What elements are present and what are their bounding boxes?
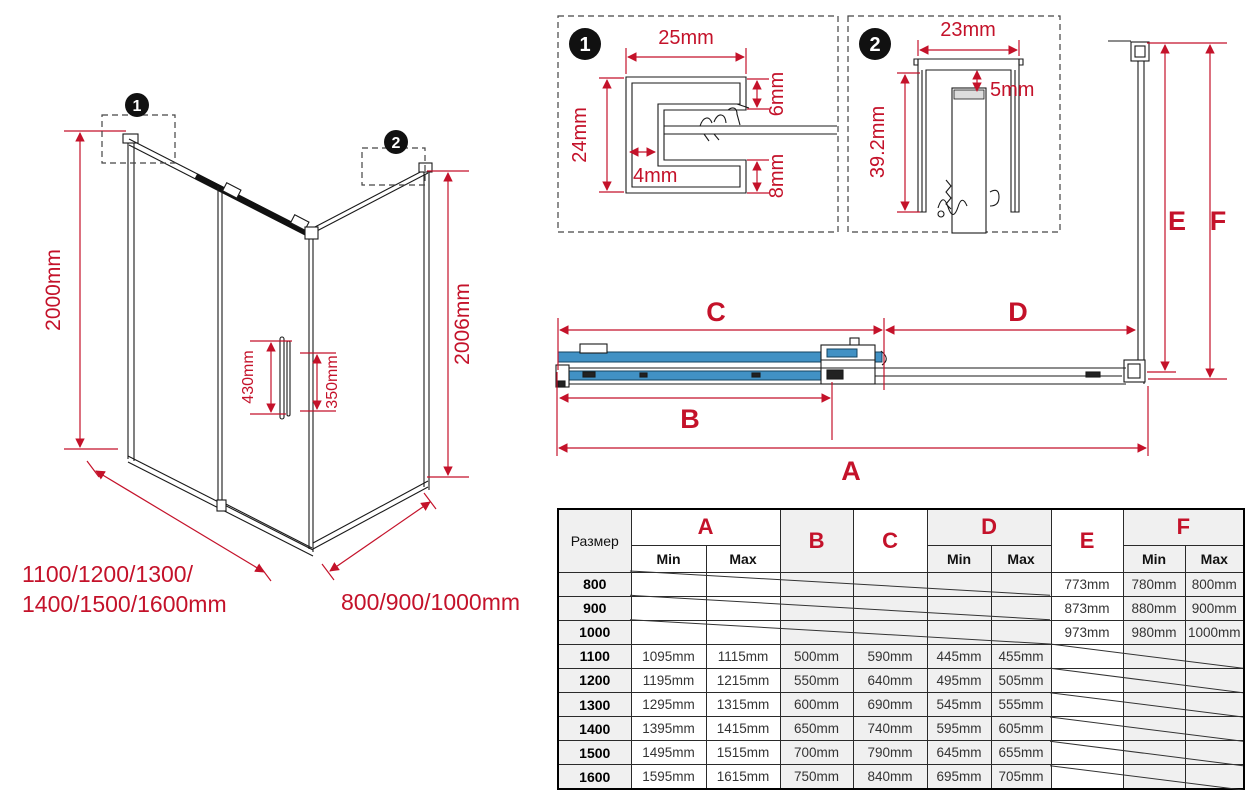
table-cell: 695mm [927,765,991,789]
size-table-grid [557,508,1245,790]
table-header-d-max: Max [991,545,1051,572]
table-header-d-min: Min [927,545,991,572]
table-cell: 740mm [853,717,927,741]
table-header-d: D [927,509,1051,545]
table-cell: 545mm [927,693,991,717]
table-row-label: 1100 [558,644,631,668]
table-row-label: 800 [558,572,631,596]
iso-width-label-line2: 1400/1500/1600mm [22,591,227,617]
table-cell [1051,765,1123,789]
table-cell: 1415mm [706,717,780,741]
detail-1-number: 1 [579,34,591,56]
table-cell [1051,644,1123,668]
detail-2-width-label: 23mm [940,19,996,41]
detail-1-height-label: 24mm [569,107,591,163]
iso-height-left-label: 2000mm [42,249,65,331]
table-cell [1123,644,1185,668]
iso-width-label-line1: 1100/1200/1300/ [22,561,193,587]
dim-b-label: B [680,404,700,434]
table-row [558,596,1244,620]
table-cell: 840mm [853,765,927,789]
table-cell [631,620,706,644]
table-cell: 445mm [927,644,991,668]
iso-dimensions [22,131,520,617]
size-table [557,508,1243,790]
table-cell [1123,717,1185,741]
table-cell [927,596,991,620]
table-cell: 1515mm [706,741,780,765]
table-cell: 600mm [780,693,853,717]
detail-1-top-arm-label: 6mm [766,71,788,117]
iso-depth-label: 800/900/1000mm [341,589,521,615]
table-cell [991,620,1051,644]
table-row-label: 1000 [558,620,631,644]
table-header-f-min: Min [1123,545,1185,572]
table-row [558,572,1244,596]
table-cell: 555mm [991,693,1051,717]
table-cell: 800mm [1185,572,1244,596]
table-cell [1185,693,1244,717]
detail-2-gap-label: 5mm [990,79,1035,101]
table-cell: 1195mm [631,668,706,692]
table-cell: 980mm [1123,620,1185,644]
table-cell: 690mm [853,693,927,717]
table-row [558,717,1244,741]
table-cell [1123,693,1185,717]
table-cell [631,596,706,620]
table-cell [706,620,780,644]
table-cell: 590mm [853,644,927,668]
table-row-label: 1200 [558,668,631,692]
isometric-view [22,93,520,617]
table-cell [780,596,853,620]
table-cell: 1615mm [706,765,780,789]
detail-2-number: 2 [869,34,881,56]
table-cell: 1595mm [631,765,706,789]
table-cell: 500mm [780,644,853,668]
table-cell [780,620,853,644]
table-cell: 655mm [991,741,1051,765]
table-cell: 1495mm [631,741,706,765]
table-row-label: 1600 [558,765,631,789]
table-header-e: E [1051,509,1123,572]
table-row [558,741,1244,765]
detail-2-height-label: 39.2mm [867,105,889,179]
table-row [558,693,1244,717]
table-cell [780,572,853,596]
table-cell: 700mm [780,741,853,765]
detail-1-bottom-arm-label: 8mm [766,153,788,199]
detail-1 [558,16,838,232]
table-cell [1185,765,1244,789]
table-cell [1051,668,1123,692]
table-cell [1185,668,1244,692]
dim-a-label: A [841,456,861,486]
dim-d-label: D [1008,297,1028,327]
table-row [558,765,1244,789]
table-cell: 880mm [1123,596,1185,620]
iso-height-right-label: 2006mm [451,283,474,365]
callout-1-number: 1 [132,98,142,115]
table-cell [631,572,706,596]
table-cell: 1000mm [1185,620,1244,644]
top-view [556,297,1148,486]
dim-e-label: E [1167,206,1187,236]
table-cell: 973mm [1051,620,1123,644]
table-cell: 640mm [853,668,927,692]
table-cell: 873mm [1051,596,1123,620]
table-row [558,644,1244,668]
dim-f-label: F [1209,206,1227,236]
table-cell [1185,717,1244,741]
table-row-label: 1300 [558,693,631,717]
callout-2-number: 2 [391,135,401,152]
table-cell: 750mm [780,765,853,789]
table-cell: 790mm [853,741,927,765]
table-cell [927,620,991,644]
table-cell [1051,693,1123,717]
dim-c-label: C [706,297,726,327]
table-cell: 780mm [1123,572,1185,596]
table-cell: 705mm [991,765,1051,789]
table-cell [1051,717,1123,741]
detail-2 [848,16,1060,233]
table-header-c: C [853,509,927,572]
table-cell [853,596,927,620]
table-header-f: F [1123,509,1244,545]
table-cell: 605mm [991,717,1051,741]
table-cell [1123,741,1185,765]
table-cell: 1315mm [706,693,780,717]
table-cell [706,572,780,596]
wall-profile-elevation [1108,41,1227,384]
table-cell: 645mm [927,741,991,765]
table-cell: 650mm [780,717,853,741]
table-cell [1123,765,1185,789]
table-header-a-min: Min [631,545,706,572]
table-row [558,668,1244,692]
callout-1 [102,93,175,163]
table-row-label: 1500 [558,741,631,765]
table-cell [1051,741,1123,765]
table-row [558,620,1244,644]
handle-length-label: 430mm [240,350,257,404]
table-cell: 505mm [991,668,1051,692]
table-cell: 550mm [780,668,853,692]
table-cell [991,596,1051,620]
table-cell: 495mm [927,668,991,692]
handle-spacing-label: 350mm [324,355,341,409]
detail-1-inner-label: 4mm [633,165,678,187]
table-cell [991,572,1051,596]
table-cell: 595mm [927,717,991,741]
table-cell: 1295mm [631,693,706,717]
table-cell: 1115mm [706,644,780,668]
detail-1-width-label: 25mm [658,27,714,49]
table-header-f-max: Max [1185,545,1244,572]
table-cell: 1095mm [631,644,706,668]
table-row-label: 900 [558,596,631,620]
callout-2 [362,130,425,185]
table-header-size: Размер [558,509,631,572]
table-cell: 773mm [1051,572,1123,596]
table-row-label: 1400 [558,717,631,741]
table-cell [853,572,927,596]
table-header-b: B [780,509,853,572]
table-cell: 900mm [1185,596,1244,620]
table-cell: 455mm [991,644,1051,668]
table-cell: 1395mm [631,717,706,741]
table-cell [1185,644,1244,668]
table-header-a-max: Max [706,545,780,572]
table-cell [927,572,991,596]
table-cell [1123,668,1185,692]
table-cell [1185,741,1244,765]
table-cell [706,596,780,620]
table-cell [853,620,927,644]
table-cell: 1215mm [706,668,780,692]
table-header-a: A [631,509,780,545]
